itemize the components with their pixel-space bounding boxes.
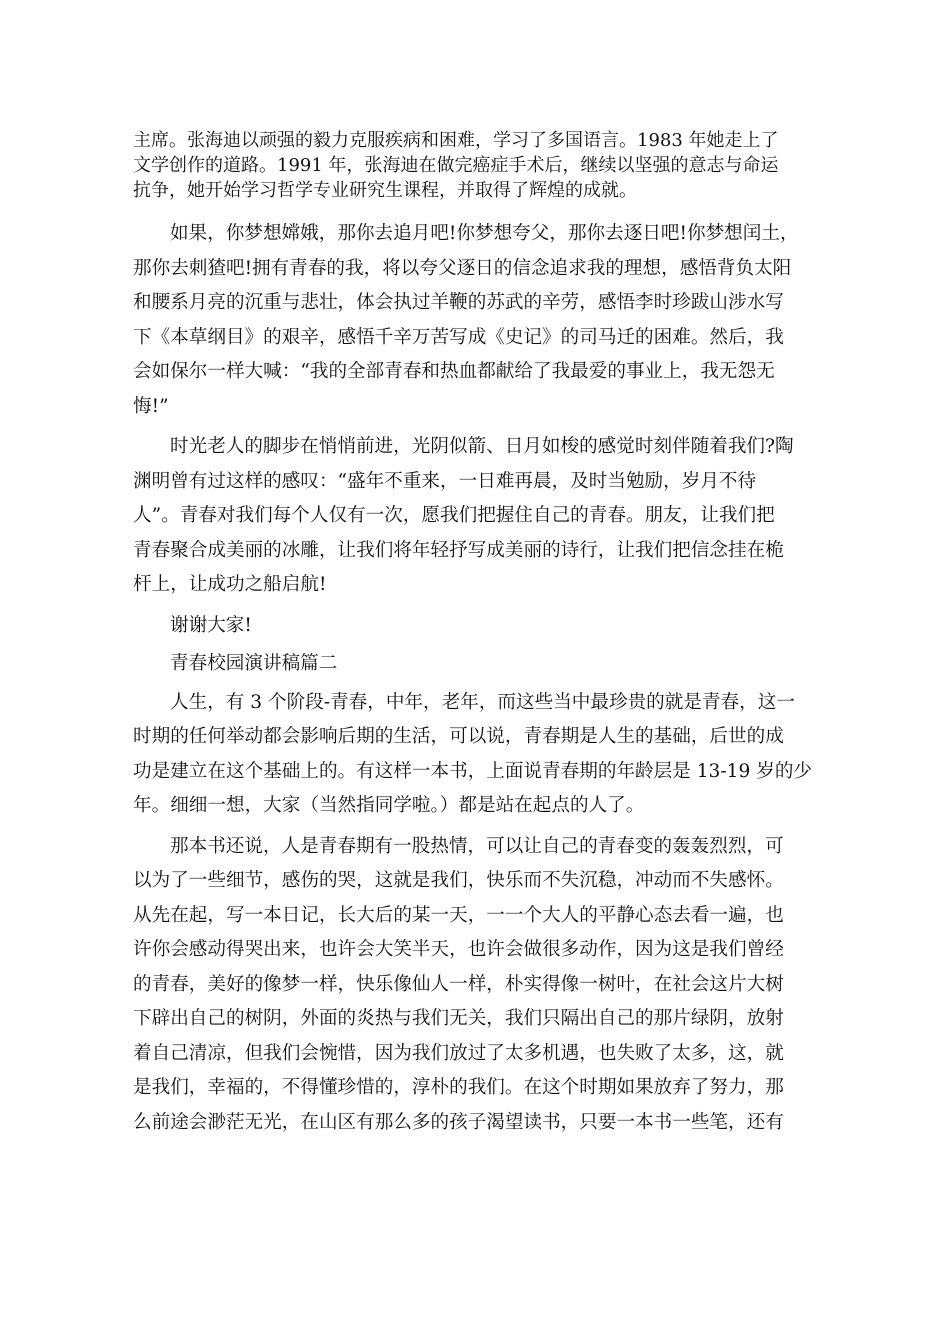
text-line: 下辟出自己的树阴，外面的炎热与我们无关，我们只隔出自己的那片绿阴，放射 xyxy=(133,1008,784,1029)
thanks-paragraph xyxy=(133,609,823,644)
text-line: 功是建立在这个基础上的。有这样一本书，上面说青春期的年龄层是 13-19 岁的少 xyxy=(133,760,813,782)
text-line: 渊明曾有过这样的感叹：“盛年不重来，一日难再晨，及时当勉励，岁月不待 xyxy=(133,470,757,492)
text-line: 那你去刺猹吧!拥有青春的我，将以夸父逐日的信念追求我的理想，感悟背负太阳 xyxy=(133,257,792,279)
paragraph-life xyxy=(133,686,823,824)
text-line: 那本书还说，人是青春期有一股热情，可以让自己的青春变的轰轰烈烈，可 xyxy=(170,835,784,857)
text-line: 和腰系月亮的沉重与悲壮，体会执过羊鞭的苏武的辛劳，感悟李时珍跋山涉水写 xyxy=(133,292,784,313)
text-line: 人生，有 3 个阶段-青春，中年，老年，而这些当中最珍贵的就是青春，这一 xyxy=(170,691,795,713)
text-line: 时光老人的脚步在悄悄前进，光阴似箭、日月如梭的感觉时刻伴随着我们?陶 xyxy=(170,436,794,457)
paragraph-dream xyxy=(133,217,823,424)
thanks-text: 谢谢大家! xyxy=(170,614,252,636)
text-line: 着自己清凉，但我们会惋惜，因为我们放过了太多机遇，也失败了太多，这，就 xyxy=(133,1042,784,1064)
text-line: 从先在起，写一本日记，长大后的某一天，一一个大人的平静心态去看一遍，也 xyxy=(133,904,784,926)
text-line: 悔!” xyxy=(133,395,169,417)
document-page xyxy=(133,128,823,1140)
text-line: 抗争，她开始学习哲学专业研究生课程，并取得了辉煌的成就。 xyxy=(133,180,637,201)
text-line: 是我们，幸福的，不得懂珍惜的，淳朴的我们。在这个时期如果放弃了努力，那 xyxy=(133,1077,784,1098)
text-line: 下《本草纲目》的艰辛，感悟千辛万苦写成《史记》的司马迁的困难。然后，我 xyxy=(133,326,784,348)
text-line: 年。细细一想，大家（当然指同学啦。）都是站在起点的人了。 xyxy=(133,795,645,816)
paragraph-book xyxy=(133,830,823,1141)
text-line: 许你会感动得哭出来，也许会大笑半天，也许会做很多动作，因为这是我们曾经 xyxy=(133,939,784,960)
intro-paragraph xyxy=(133,128,823,203)
section-title xyxy=(133,647,823,682)
paragraph-time xyxy=(133,430,823,603)
text-line: 么前途会渺茫无光，在山区有那么多的孩子渴望读书，只要一本书一些笔，还有 xyxy=(133,1111,784,1133)
text-line: 的青春，美好的像梦一样，快乐像仙人一样，朴实得像一树叶，在社会这片大树 xyxy=(133,973,784,995)
text-line: 会如保尔一样大喊：“我的全部青春和热血都献给了我最爱的事业上，我无怨无 xyxy=(133,361,775,382)
text-line: 青春聚合成美丽的冰雕，让我们将年轻抒写成美丽的诗行，让我们把信念挂在桅 xyxy=(133,539,784,561)
text-line: 主席。张海迪以顽强的毅力克服疾病和困难，学习了多国语言。1983 年她走上了 xyxy=(133,130,779,151)
text-line: 时期的任何举动都会影响后期的生活，可以说，青春期是人生的基础，后世的成 xyxy=(133,726,784,747)
section-title-text: 青春校园演讲稿篇二 xyxy=(170,653,338,674)
text-line: 人”。青春对我们每个人仅有一次，愿我们把握住自己的青春。朋友，让我们把 xyxy=(133,505,775,526)
text-line: 杆上，让成功之船启航! xyxy=(133,574,327,595)
text-line: 以为了一些细节，感伤的哭，这就是我们，快乐而不失沉稳，冲动而不失感怀。 xyxy=(133,870,784,891)
text-line: 文学创作的道路。1991 年，张海迪在做完癌症手术后，继续以坚强的意志与命运 xyxy=(133,155,779,176)
text-line: 如果，你梦想嫦娥，那你去追月吧!你梦想夸父，那你去逐日吧!你梦想闰土， xyxy=(170,223,799,244)
